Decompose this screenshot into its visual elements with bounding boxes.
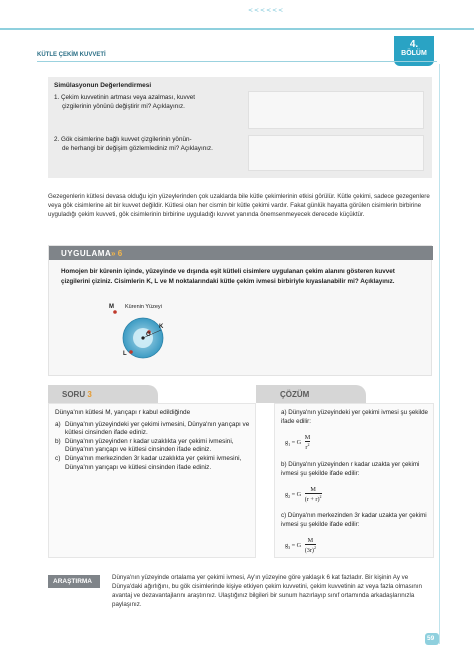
side-rule bbox=[439, 64, 440, 644]
question-text bbox=[55, 409, 251, 472]
decorative-arrows: <<<<<< bbox=[248, 7, 285, 14]
formula-c-num: M bbox=[305, 537, 316, 545]
unit-title: KÜTLE ÇEKİM KUVVETİ bbox=[37, 52, 106, 58]
formula-b-lhs: g bbox=[285, 490, 289, 498]
title-rule bbox=[37, 61, 437, 62]
formula-b-den: (r + r) bbox=[304, 496, 320, 504]
formula-c-lhs: g bbox=[285, 541, 289, 549]
solution-label: ÇÖZÜM bbox=[280, 390, 310, 399]
application-label: UYGULAMA bbox=[61, 249, 112, 258]
body-paragraph: Gezegenlerin kütlesi devasa olduğu için yüzeylerinden çok uzaklarda bile kütle çekimlerinin etkisi görülür. Kütle çekimi, sadece gezegenlere veya gök cisimlerine ait bir kuvvet değildir. Kütlesi olan her cismin bir kütle çekimi vardır. Fakat günlük hayatta görülen cisimlerin birbirine uyguladığı çekim kuvveti, gök cisimlerinin birbirine uyguladığı kuvvet yanında önemsenmeyecek derecede küçüktür. bbox=[48, 193, 430, 218]
page-number: 59 bbox=[427, 635, 435, 642]
simulation-evaluation-box bbox=[48, 77, 432, 178]
question-label-text: SORU bbox=[62, 390, 86, 399]
formula-c-sub: 3 bbox=[288, 545, 291, 551]
top-strip bbox=[0, 28, 474, 30]
label-K: K bbox=[159, 324, 164, 330]
item-text: Dünya'nın merkezinden 3r kadar uzaklıkta yer çekimi ivmesini, Dünya'nın yarıçapı ve kütlesi cinsinden ifade ediniz. bbox=[65, 454, 242, 471]
q2-line-1: 2. Gök cisimlerine bağlı kuvvet çizgilerinin yönün- bbox=[54, 136, 192, 143]
question-item-b bbox=[55, 438, 251, 455]
sphere-figure bbox=[99, 300, 179, 372]
solution-b-text: b) Dünya'nın yüzeyinden r kadar uzakta yer çekimi ivmesi şu şekilde ifade edilir: bbox=[281, 461, 420, 477]
formula-a-sub: 1 bbox=[288, 442, 291, 448]
q1-line-2: çizgilerinin yönünü değiştirir mi? Açıklayınız. bbox=[62, 103, 185, 110]
page-number-badge bbox=[425, 633, 439, 645]
application-header bbox=[49, 246, 433, 260]
formula-b-num: M bbox=[305, 486, 322, 494]
answer-field-1[interactable] bbox=[248, 91, 424, 129]
simulation-question-2 bbox=[54, 135, 213, 153]
solution-c-text: c) Dünya'nın merkezinden 3r kadar uzakta yer çekimi ivmesi şu şekilde ifade edilir: bbox=[281, 512, 427, 528]
question-number: 3 bbox=[87, 390, 92, 399]
formula-a-den: r bbox=[305, 444, 308, 452]
formula-c bbox=[285, 537, 316, 554]
solution-a-text: a) Dünya'nın yüzeyindeki yer çekimi ivmesi şu şekilde ifade edilir: bbox=[281, 409, 428, 425]
research-text: Dünya'nın yüzeyinde ortalama yer çekimi ivmesi, Ay'ın yüzeyine göre yaklaşık 6 kat fazladır. Bir kişinin Ay ve Dünya'daki ağırlığını, bu gök cisimlerinde kişiye etkiyen çekim kuvvetini, çekim kuvvetinin az veya fazla olmasının avantaj ve dezavantajlarını araştırınız. Ulaştığınız bilgileri bir sunum hazırlayıp sınıf ortamında arkadaşlarınızla paylaşınız. bbox=[112, 574, 423, 608]
formula-b-sub: 2 bbox=[288, 494, 291, 500]
label-O: O bbox=[146, 332, 151, 338]
formula-a-exp: 2 bbox=[307, 442, 310, 447]
simulation-title: Simülasyonun Değerlendirmesi bbox=[54, 82, 152, 89]
question-label bbox=[62, 390, 92, 399]
question-tab bbox=[48, 385, 158, 403]
label-L: L bbox=[123, 351, 127, 357]
simulation-question-1 bbox=[54, 93, 195, 111]
label-surface: Kürenin Yüzeyi bbox=[125, 304, 162, 310]
chapter-number: 4. bbox=[409, 39, 419, 50]
application-box bbox=[48, 245, 432, 376]
research-tag bbox=[48, 575, 100, 588]
formula-b-frac bbox=[305, 486, 322, 503]
item-text: Dünya'nın yüzeyinden r kadar uzaklıkta yer çekimi ivmesini, Dünya'nın yarıçapı ve kütlesi cinsinden ifade ediniz. bbox=[65, 437, 234, 454]
point-M bbox=[113, 310, 117, 314]
question-box bbox=[48, 403, 256, 558]
q1-line-1: 1. Çekim kuvvetinin artması veya azalması, kuvvet bbox=[54, 94, 196, 101]
question-intro: Dünya'nın kütlesi M, yarıçapı r kabul edildiğinde bbox=[55, 409, 191, 416]
research-label: ARAŞTIRMA bbox=[53, 578, 92, 585]
chapter-label: BÖLÜM bbox=[401, 50, 427, 57]
solution-tab bbox=[256, 385, 366, 403]
formula-a bbox=[285, 434, 310, 451]
item-key: a) bbox=[55, 420, 61, 428]
item-text: Dünya'nın yüzeyindeki yer çekimi ivmesini, Dünya'nın yarıçapı ve kütlesi cinsinden ifade ediniz. bbox=[65, 420, 250, 437]
item-key: c) bbox=[55, 454, 61, 462]
answer-field-2[interactable] bbox=[248, 135, 424, 171]
formula-c-eq: = G bbox=[291, 541, 302, 549]
question-item-a bbox=[55, 421, 251, 438]
item-key: b) bbox=[55, 437, 61, 445]
application-num: 6 bbox=[117, 249, 123, 258]
formula-b-eq: = G bbox=[291, 490, 302, 498]
q2-line-2: de herhangi bir değişim gözlemlediniz mi? Açıklayınız. bbox=[62, 145, 213, 152]
solution-box bbox=[274, 403, 434, 558]
formula-b bbox=[285, 486, 322, 503]
formula-c-exp: 2 bbox=[313, 545, 316, 550]
formula-a-frac bbox=[305, 434, 311, 451]
formula-a-num: M bbox=[304, 434, 311, 441]
formula-a-eq: = G bbox=[291, 438, 302, 446]
application-text: Homojen bir kürenin içinde, yüzeyinde ve dışında eşit kütleli cisimlere uygulanan çekim alanını gösteren kuvvet çizgilerini çiziniz. Cisimlerin K, L ve M noktalarındaki kütle çekim ivmesi birbiriyle kıyaslanabilir mi? Açıklayınız. bbox=[61, 268, 395, 285]
formula-c-frac bbox=[305, 537, 316, 554]
application-number bbox=[111, 249, 122, 258]
question-item-c bbox=[55, 455, 251, 472]
point-L bbox=[129, 350, 133, 354]
formula-a-lhs: g bbox=[285, 438, 289, 446]
formula-c-den: (3r) bbox=[304, 547, 314, 555]
formula-b-exp: 2 bbox=[319, 494, 322, 499]
label-M: M bbox=[109, 304, 114, 310]
application-arrow: » bbox=[111, 249, 116, 258]
